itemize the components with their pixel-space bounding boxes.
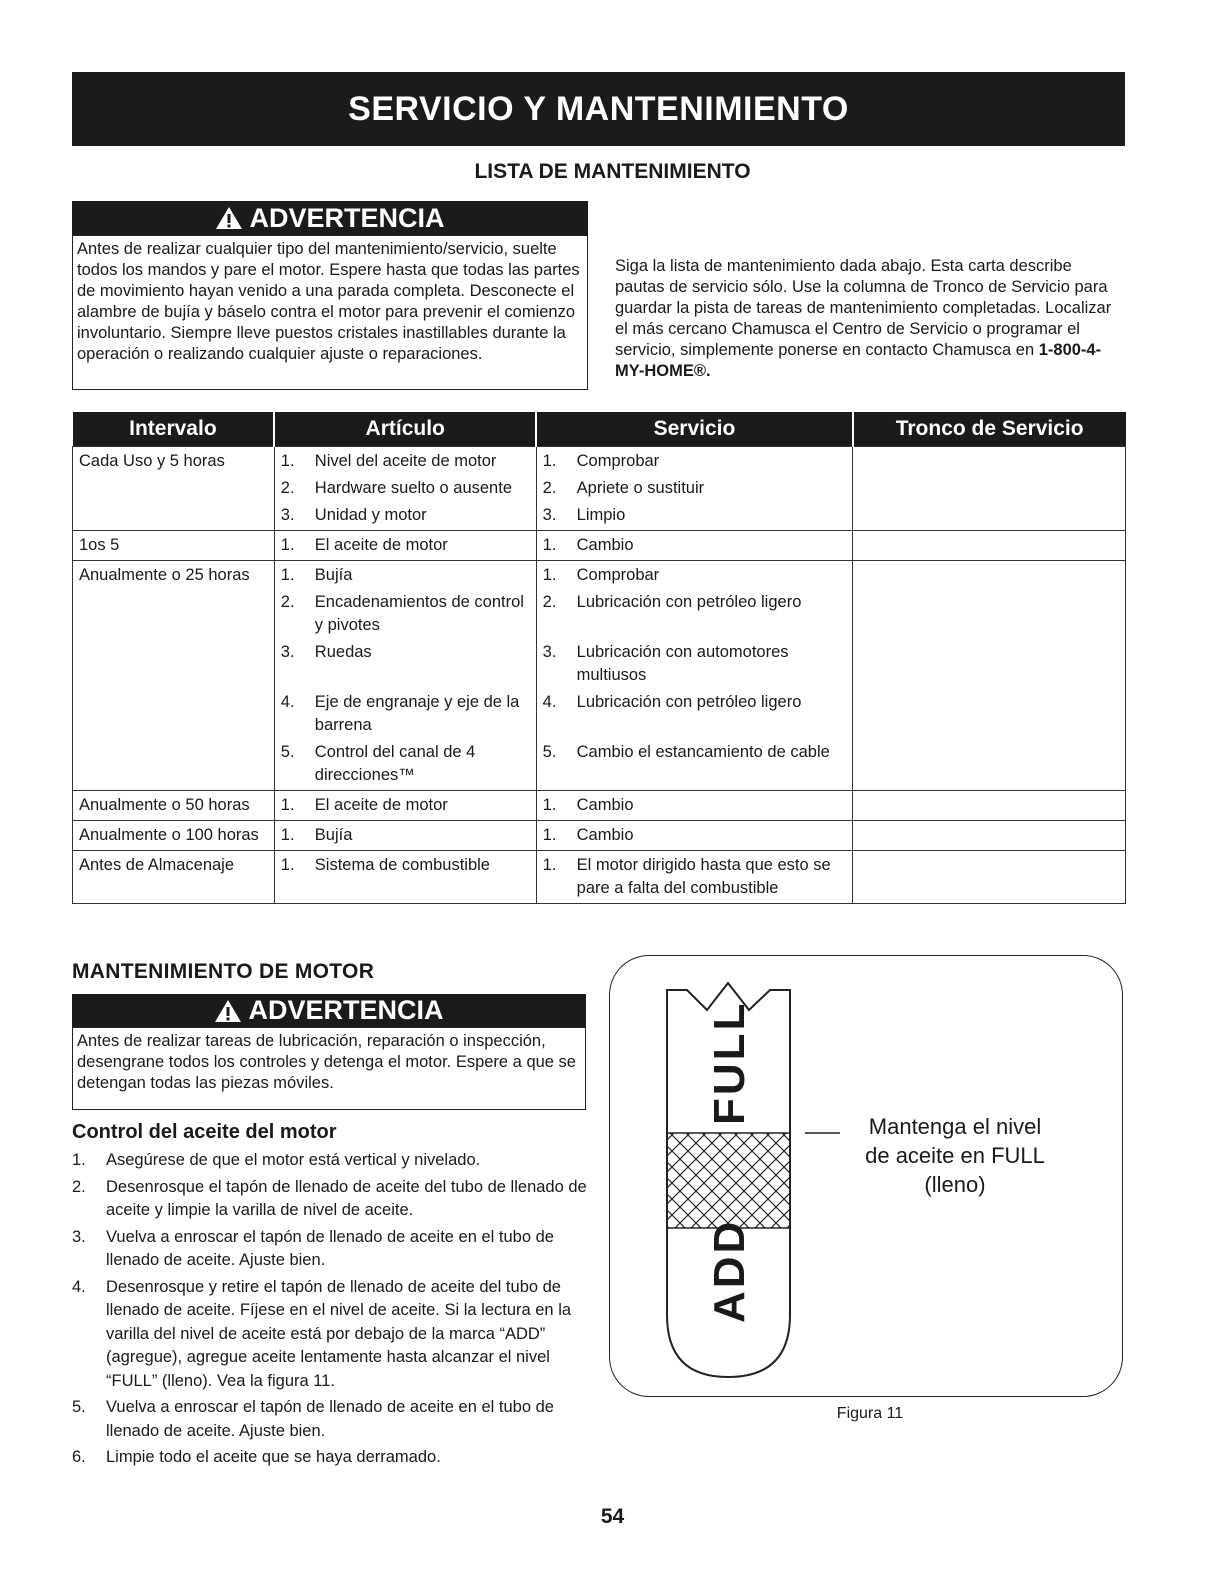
list-item — [72, 1226, 587, 1273]
log-cell — [853, 447, 1126, 531]
item-number: 3. — [280, 643, 295, 661]
warning-box — [72, 201, 588, 390]
service-text: Lubricación con automotores multiusos — [576, 643, 789, 684]
article-text: Unidad y motor — [314, 506, 427, 524]
interval-cell: Antes de Almacenaje — [73, 851, 275, 904]
service-cell — [536, 447, 853, 531]
step-text: Vuelva a enroscar el tapón de llenado de aceite en el tubo de llenado de aceite. Ajuste bien. — [106, 1398, 554, 1440]
service-text: Limpio — [576, 506, 626, 524]
list-item — [72, 1176, 587, 1223]
article-text: Encadenamientos de control y pivotes — [314, 593, 524, 634]
interval-cell: Anualmente o 50 horas — [73, 791, 275, 821]
service-text: El motor dirigido hasta que esto se pare a falta del combustible — [576, 856, 831, 897]
article-cell — [274, 791, 536, 821]
list-item — [72, 1396, 587, 1443]
item-number: 1. — [280, 796, 295, 814]
dipstick-illustration — [640, 975, 840, 1395]
service-text: Comprobar — [576, 452, 660, 470]
step-text: Desenrosque el tapón de llenado de aceite del tubo de llenado de aceite y limpie la varilla de nivel de aceite. — [106, 1177, 587, 1219]
item-number: 5. — [542, 743, 557, 761]
full-label: FULL — [705, 1000, 754, 1125]
callout-line-1: Mantenga el nivel — [868, 1114, 1042, 1139]
item-number: 3. — [542, 506, 557, 524]
article-text: Eje de engranaje y eje de la barrena — [314, 693, 520, 734]
section-banner: SERVICIO Y MANTENIMIENTO — [72, 72, 1125, 146]
log-cell — [853, 791, 1126, 821]
step-number: 3. — [72, 1227, 86, 1246]
warning-header — [72, 994, 586, 1027]
intro-text: Siga la lista de mantenimiento dada abajo. Esta carta describe pautas de servicio sólo. Use la columna de Tronco de Servicio para guardar la pista de tareas de mantenimiento completadas. Localizar el más cercano Chamusca el Centro de Servicio o programar el servicio, simplemente ponerse en contacto Chamusca en — [615, 257, 1112, 359]
interval-cell: Anualmente o 100 horas — [73, 821, 275, 851]
article-text: Nivel del aceite de motor — [314, 452, 497, 470]
service-text: Cambio el estancamiento de cable — [576, 743, 830, 761]
service-text: Lubricación con petróleo ligero — [576, 593, 802, 611]
article-text: Sistema de combustible — [314, 856, 490, 874]
service-cell — [536, 821, 853, 851]
item-number: 4. — [280, 693, 295, 711]
service-text: Cambio — [576, 826, 634, 844]
service-cell — [536, 531, 853, 561]
figure-callout — [835, 1112, 1075, 1199]
article-cell — [274, 561, 536, 791]
item-number: 2. — [280, 593, 295, 611]
article-cell — [274, 531, 536, 561]
header-service: Servicio — [536, 412, 853, 447]
callout-line-2: de aceite en FULL (lleno) — [865, 1143, 1045, 1197]
article-cell — [274, 821, 536, 851]
article-cell — [274, 851, 536, 904]
warning-title: ADVERTENCIA — [249, 202, 445, 233]
table-row — [73, 821, 1126, 851]
service-cell — [536, 851, 853, 904]
page-subtitle: LISTA DE MANTENIMIENTO — [474, 160, 751, 183]
service-text: Comprobar — [576, 566, 660, 584]
step-text: Desenrosque y retire el tapón de llenado de aceite del tubo de llenado de aceite. Fíjese en el nivel de aceite. Si la lectura en la varilla del nivel de aceite está por debajo de la marca “ADD” (agregue), agregue aceite lentamente hasta alcanzar el nivel “FULL” (lleno). Vea la figura 11. — [106, 1277, 572, 1390]
item-number: 1. — [280, 566, 295, 584]
step-number: 5. — [72, 1398, 86, 1416]
log-cell — [853, 851, 1126, 904]
header-article: Artículo — [274, 412, 536, 447]
warning-header — [72, 201, 588, 235]
item-number: 5. — [280, 743, 295, 761]
table-row — [73, 531, 1126, 561]
item-number: 1. — [280, 536, 295, 554]
article-text: Ruedas — [314, 643, 372, 661]
table-row — [73, 791, 1126, 821]
item-number: 2. — [542, 479, 557, 497]
item-number: 1. — [542, 796, 557, 814]
table-header-row — [73, 412, 1126, 447]
service-text: Apriete o sustituir — [576, 479, 705, 497]
oil-check-steps — [72, 1149, 587, 1473]
item-number: 3. — [542, 643, 557, 661]
step-number: 6. — [72, 1448, 86, 1466]
item-number: 3. — [280, 506, 295, 524]
item-number: 2. — [542, 593, 557, 611]
list-item — [72, 1446, 587, 1470]
item-number: 1. — [280, 452, 295, 470]
article-text: Bujía — [314, 826, 353, 844]
list-item — [72, 1276, 587, 1394]
warning-icon — [214, 999, 242, 1023]
maintenance-intro — [615, 256, 1125, 382]
warning-icon — [215, 206, 243, 230]
service-phone: 1-800-4-MY-HOME®. — [615, 341, 1102, 380]
article-text: Control del canal de 4 direcciones™ — [314, 743, 476, 784]
maintenance-table — [72, 412, 1126, 904]
service-cell — [536, 561, 853, 791]
item-number: 1. — [280, 856, 295, 874]
step-number: 1. — [72, 1151, 86, 1169]
service-text: Lubricación con petróleo ligero — [576, 693, 802, 711]
log-cell — [853, 821, 1126, 851]
list-item — [72, 1149, 587, 1173]
item-number: 2. — [280, 479, 295, 497]
log-cell — [853, 561, 1126, 791]
log-cell — [853, 531, 1126, 561]
step-text: Vuelva a enroscar el tapón de llenado de aceite en el tubo de llenado de aceite. Ajuste bien. — [106, 1227, 554, 1269]
item-number: 1. — [542, 856, 557, 874]
oil-check-title: Control del aceite del motor — [72, 1121, 337, 1143]
item-number: 1. — [542, 566, 557, 584]
warning-text: Antes de realizar cualquier tipo del mantenimiento/servicio, suelte todos los mandos y pare el motor. Espere hasta que todas las partes de movimiento hayan venido a una parada completa. Desconecte el alambre de bujía y báselo contra el motor para prevenir el comienzo involuntario. Siempre lleve puestos cristales inastillables durante la operación o realizando cualquier ajuste o reparaciones. — [72, 235, 588, 390]
interval-cell: 1os 5 — [73, 531, 275, 561]
article-text: Bujía — [314, 566, 353, 584]
item-number: 1. — [280, 826, 295, 844]
interval-cell: Cada Uso y 5 horas — [73, 447, 275, 531]
table-row — [73, 561, 1126, 791]
add-label: ADD — [705, 1218, 754, 1323]
step-text: Limpie todo el aceite que se haya derramado. — [106, 1448, 441, 1466]
header-log: Tronco de Servicio — [853, 412, 1126, 447]
step-text: Asegúrese de que el motor está vertical y nivelado. — [106, 1151, 481, 1169]
service-text: Cambio — [576, 536, 634, 554]
service-text: Cambio — [576, 796, 634, 814]
figure-caption: Figura 11 — [836, 1405, 904, 1422]
motor-warning-box — [72, 994, 586, 1110]
item-number: 1. — [542, 826, 557, 844]
warning-text: Antes de realizar tareas de lubricación, reparación o inspección, desengrane todos los controles y detenga el motor. Espere a que se detengan todas las piezas móviles. — [72, 1027, 586, 1110]
table-row — [73, 447, 1126, 531]
item-number: 1. — [542, 536, 557, 554]
article-cell — [274, 447, 536, 531]
interval-cell: Anualmente o 25 horas — [73, 561, 275, 791]
article-text: El aceite de motor — [314, 796, 448, 814]
item-number: 4. — [542, 693, 557, 711]
article-text: Hardware suelto o ausente — [314, 479, 512, 497]
page-number: 54 — [600, 1505, 625, 1528]
step-number: 4. — [72, 1277, 86, 1296]
warning-title: ADVERTENCIA — [248, 995, 444, 1025]
service-cell — [536, 791, 853, 821]
motor-section-title: MANTENIMIENTO DE MOTOR — [72, 960, 375, 983]
table-row — [73, 851, 1126, 904]
header-interval: Intervalo — [73, 412, 275, 447]
step-number: 2. — [72, 1177, 86, 1196]
item-number: 1. — [542, 452, 557, 470]
article-text: El aceite de motor — [314, 536, 448, 554]
